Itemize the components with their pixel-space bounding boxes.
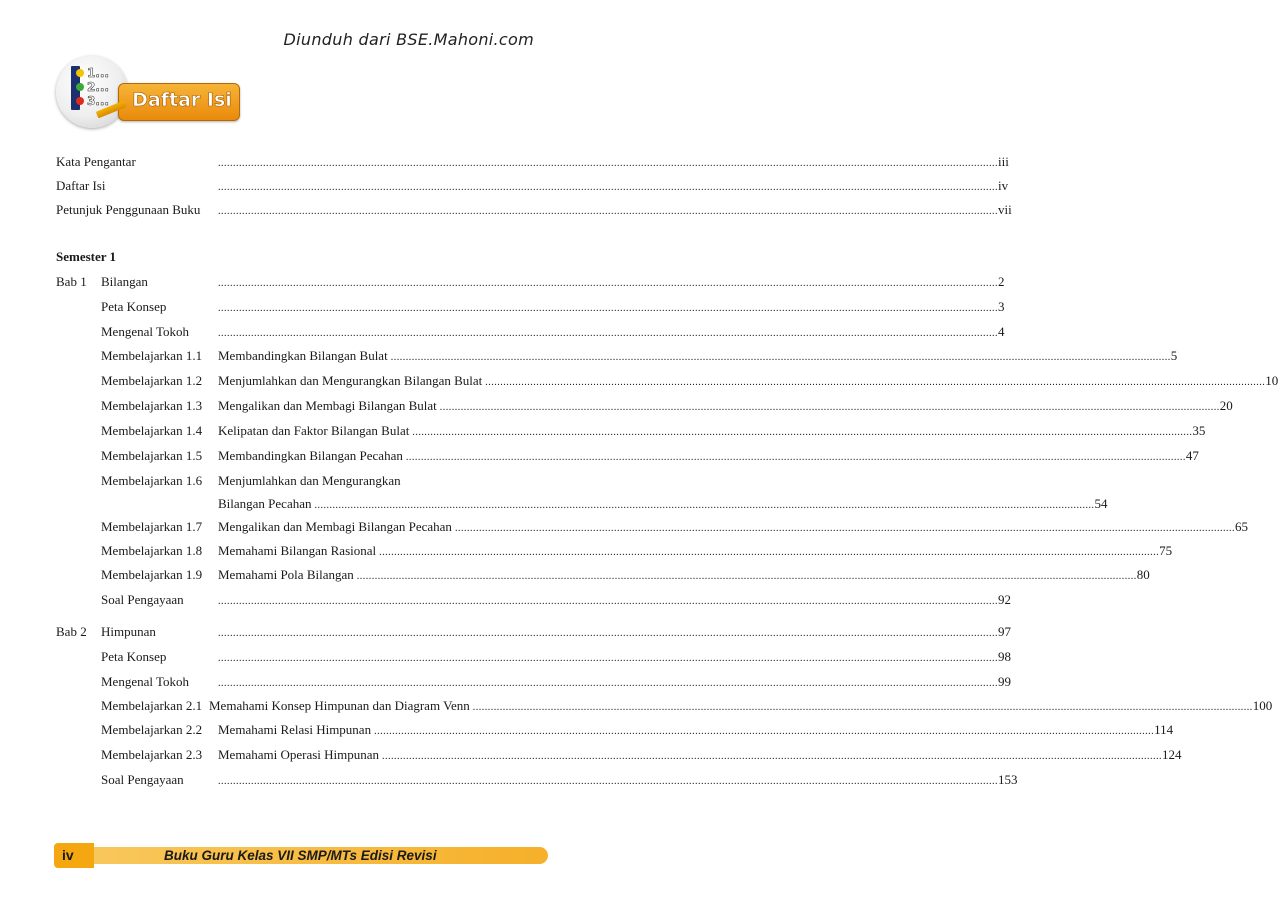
footer-bar bbox=[94, 847, 548, 864]
toc-row bbox=[0, 371, 1278, 391]
toc-entry-label: Kata Pengantar bbox=[56, 154, 136, 169]
toc-row bbox=[0, 647, 1011, 667]
toc-row bbox=[0, 297, 1005, 317]
toc-entry-title: Memahami Pola Bilangan bbox=[218, 567, 354, 582]
dot-leader: .................................................................................................................................................................................................................................................................... bbox=[454, 523, 1235, 534]
semester-heading bbox=[0, 247, 638, 267]
toc-row bbox=[0, 590, 1011, 610]
toc-entry-title: Memahami Bilangan Rasional bbox=[218, 543, 377, 558]
dot-leader: .................................................................................................................................................................................................................................................................... bbox=[218, 328, 998, 339]
toc-page-number: 4 bbox=[998, 324, 1005, 339]
toc-page-number: 92 bbox=[998, 592, 1011, 607]
toc-leader bbox=[218, 622, 1011, 644]
toc-entry-title: Memahami Operasi Himpunan bbox=[218, 747, 380, 762]
dot-leader: .................................................................................................................................................................................................................................................................... bbox=[218, 303, 998, 314]
toc-leader bbox=[218, 396, 1233, 418]
toc-page-number: iii bbox=[998, 154, 1009, 169]
dot-leader: .................................................................................................................................................................................................................................................................... bbox=[314, 500, 1095, 511]
dot-leader: .................................................................................................................................................................................................................................................................... bbox=[412, 427, 1193, 438]
toc-entry-title: Menjumlahkan dan Mengurangkan Bilangan Bulat bbox=[218, 373, 483, 388]
toc-entry-label: Daftar Isi bbox=[56, 178, 106, 193]
toc-entry-label: Membelajarkan 1.9 bbox=[101, 567, 203, 582]
toc-leader bbox=[218, 745, 1182, 767]
page-title: Daftar Isi bbox=[132, 89, 232, 111]
toc-entry-title: Membandingkan Bilangan Bulat bbox=[218, 348, 388, 363]
toc-entry-title: Bilangan Pecahan bbox=[218, 496, 312, 511]
toc-leader bbox=[218, 176, 1009, 198]
toc-entry-label: Membelajarkan 1.7 bbox=[101, 519, 203, 534]
toc-row bbox=[0, 396, 1233, 416]
toc-entry-label: Membelajarkan 1.8 bbox=[101, 543, 203, 558]
toc-row-front-matter bbox=[0, 152, 1009, 172]
dot-leader: .................................................................................................................................................................................................................................................................... bbox=[374, 726, 1155, 737]
toc-row bbox=[0, 446, 1199, 466]
toc-leader bbox=[218, 200, 1012, 222]
toc-row bbox=[0, 541, 1173, 561]
semester-title: Semester 1 bbox=[56, 249, 117, 264]
logo-number-3: 3... bbox=[87, 94, 110, 108]
toc-leader bbox=[218, 672, 1011, 694]
watermark: Diunduh dari BSE.Mahoni.com bbox=[283, 30, 534, 49]
toc-page-number: 65 bbox=[1234, 519, 1248, 534]
toc-page-number: 124 bbox=[1162, 747, 1182, 762]
dot-leader: .................................................................................................................................................................................................................................................................... bbox=[218, 776, 998, 787]
dot-leader: .................................................................................................................................................................................................................................................................... bbox=[218, 628, 998, 639]
toc-row bbox=[0, 672, 1011, 692]
toc-page-number: 3 bbox=[998, 299, 1005, 314]
chapter-row bbox=[0, 272, 1005, 292]
toc-page-number: 153 bbox=[998, 772, 1018, 787]
toc-row-continued bbox=[0, 494, 1108, 514]
toc-leader bbox=[218, 446, 1199, 468]
dot-leader: .................................................................................................................................................................................................................................................................... bbox=[485, 377, 1266, 388]
chapter-title: Bilangan bbox=[101, 274, 148, 289]
toc-row bbox=[0, 745, 1182, 765]
toc-leader bbox=[218, 322, 1005, 344]
toc-entry-label: Soal Pengayaan bbox=[101, 772, 184, 787]
toc-entry-label: Membelajarkan 2.3 bbox=[101, 747, 203, 762]
toc-page-number: 35 bbox=[1192, 423, 1206, 438]
dot-leader: .................................................................................................................................................................................................................................................................... bbox=[405, 452, 1186, 463]
toc-page-number: 47 bbox=[1185, 448, 1199, 463]
toc-leader bbox=[218, 647, 1011, 669]
chapter-number: Bab 1 bbox=[56, 274, 87, 289]
dot-leader: .................................................................................................................................................................................................................................................................... bbox=[379, 547, 1160, 558]
toc-page-number: 10 bbox=[1265, 373, 1278, 388]
toc-entry-label: Membelajarkan 1.3 bbox=[101, 398, 203, 413]
dot-leader: .................................................................................................................................................................................................................................................................... bbox=[356, 571, 1137, 582]
toc-leader bbox=[218, 541, 1173, 563]
toc-page-number: 5 bbox=[1170, 348, 1178, 363]
toc-row bbox=[0, 720, 1174, 740]
toc-entry-title: Membandingkan Bilangan Pecahan bbox=[218, 448, 403, 463]
toc-entry-label: Membelajarkan 1.6 bbox=[101, 473, 203, 488]
logo-number-1: 1... bbox=[87, 66, 110, 80]
toc-row bbox=[0, 346, 1178, 366]
toc-entry-label: Peta Konsep bbox=[101, 649, 167, 664]
logo-number-2: 2... bbox=[87, 80, 110, 94]
toc-leader bbox=[218, 152, 1009, 174]
toc-entry-title: Memahami Konsep Himpunan dan Diagram Venn bbox=[209, 698, 470, 713]
toc-entry-label: Membelajarkan 1.1 bbox=[101, 348, 203, 363]
toc-entry-label: Peta Konsep bbox=[101, 299, 167, 314]
toc-entry-title: Mengalikan dan Membagi Bilangan Bulat bbox=[218, 398, 437, 413]
toc-entry-label: Soal Pengayaan bbox=[101, 592, 184, 607]
toc-row bbox=[0, 421, 1206, 441]
toc-leader bbox=[218, 770, 1018, 792]
toc-page-number: vii bbox=[998, 202, 1012, 217]
toc-entry-label: Membelajarkan 2.2 bbox=[101, 722, 203, 737]
page-footer bbox=[54, 843, 548, 868]
toc-page-number: 2 bbox=[998, 274, 1005, 289]
toc-row bbox=[0, 322, 1005, 342]
toc-entry-label: Mengenal Tokoh bbox=[101, 674, 190, 689]
toc-entry-title: Kelipatan dan Faktor Bilangan Bulat bbox=[218, 423, 410, 438]
dot-leader: .................................................................................................................................................................................................................................................................... bbox=[390, 352, 1171, 363]
toc-entry-label: Membelajarkan 2.1 bbox=[101, 698, 203, 713]
toc-entry-label: Petunjuk Penggunaan Buku bbox=[56, 202, 201, 217]
toc-entry-title: Memahami Relasi Himpunan bbox=[218, 722, 372, 737]
dot-leader: .................................................................................................................................................................................................................................................................... bbox=[218, 653, 998, 664]
dot-leader: .................................................................................................................................................................................................................................................................... bbox=[218, 678, 998, 689]
dot-leader: .................................................................................................................................................................................................................................................................... bbox=[218, 596, 998, 607]
chapter-row bbox=[0, 622, 1011, 642]
dot-leader: .................................................................................................................................................................................................................................................................... bbox=[382, 751, 1163, 762]
toc-row bbox=[0, 565, 1150, 585]
toc-leader bbox=[218, 421, 1206, 443]
toc-entry-title: Menjumlahkan dan Mengurangkan bbox=[218, 473, 401, 488]
toc-page-number: 114 bbox=[1154, 722, 1174, 737]
toc-leader bbox=[218, 720, 1174, 742]
toc-page-number: 100 bbox=[1252, 698, 1273, 713]
dot-leader: .................................................................................................................................................................................................................................................................... bbox=[218, 278, 998, 289]
chapter-number: Bab 2 bbox=[56, 624, 87, 639]
toc-row bbox=[0, 696, 1273, 716]
dot-leader: .................................................................................................................................................................................................................................................................... bbox=[218, 182, 998, 193]
toc-row bbox=[0, 770, 1018, 790]
chapter-title: Himpunan bbox=[101, 624, 156, 639]
toc-page-number: 75 bbox=[1159, 543, 1173, 558]
toc-row bbox=[0, 517, 1248, 537]
toc-entry-title: Mengalikan dan Membagi Bilangan Pecahan bbox=[218, 519, 452, 534]
toc-leader bbox=[218, 565, 1150, 587]
toc-page-number: 20 bbox=[1219, 398, 1233, 413]
toc-page-number: 98 bbox=[998, 649, 1011, 664]
toc-row-front-matter bbox=[0, 176, 1009, 196]
footer-page-number: iv bbox=[62, 847, 74, 863]
toc-entry-label: Membelajarkan 1.5 bbox=[101, 448, 203, 463]
toc-leader bbox=[218, 272, 1005, 294]
dot-leader: .................................................................................................................................................................................................................................................................... bbox=[472, 702, 1253, 713]
toc-entry-label: Membelajarkan 1.2 bbox=[101, 373, 203, 388]
toc-leader bbox=[218, 371, 1278, 393]
toc-leader bbox=[218, 494, 1108, 516]
toc-page-number: 99 bbox=[998, 674, 1011, 689]
toc-page-number: iv bbox=[998, 178, 1009, 193]
footer-book-title: Buku Guru Kelas VII SMP/MTs Edisi Revisi bbox=[164, 848, 437, 863]
toc-leader bbox=[209, 696, 1273, 718]
toc-entry-label: Membelajarkan 1.4 bbox=[101, 423, 203, 438]
toc-leader bbox=[218, 590, 1011, 612]
dot-leader: .................................................................................................................................................................................................................................................................... bbox=[218, 158, 998, 169]
toc-page-number: 54 bbox=[1094, 496, 1108, 511]
dot-leader: .................................................................................................................................................................................................................................................................... bbox=[218, 206, 998, 217]
toc-row-front-matter bbox=[0, 200, 1012, 220]
toc-row bbox=[0, 471, 638, 491]
toc-leader bbox=[218, 517, 1248, 539]
dot-leader: .................................................................................................................................................................................................................................................................... bbox=[439, 402, 1220, 413]
toc-page-number: 80 bbox=[1136, 567, 1150, 582]
toc-entry-label: Mengenal Tokoh bbox=[101, 324, 190, 339]
toc-page-number: 97 bbox=[998, 624, 1011, 639]
footer-page-tab bbox=[54, 843, 94, 868]
toc-leader bbox=[218, 297, 1005, 319]
toc-leader bbox=[218, 346, 1178, 368]
